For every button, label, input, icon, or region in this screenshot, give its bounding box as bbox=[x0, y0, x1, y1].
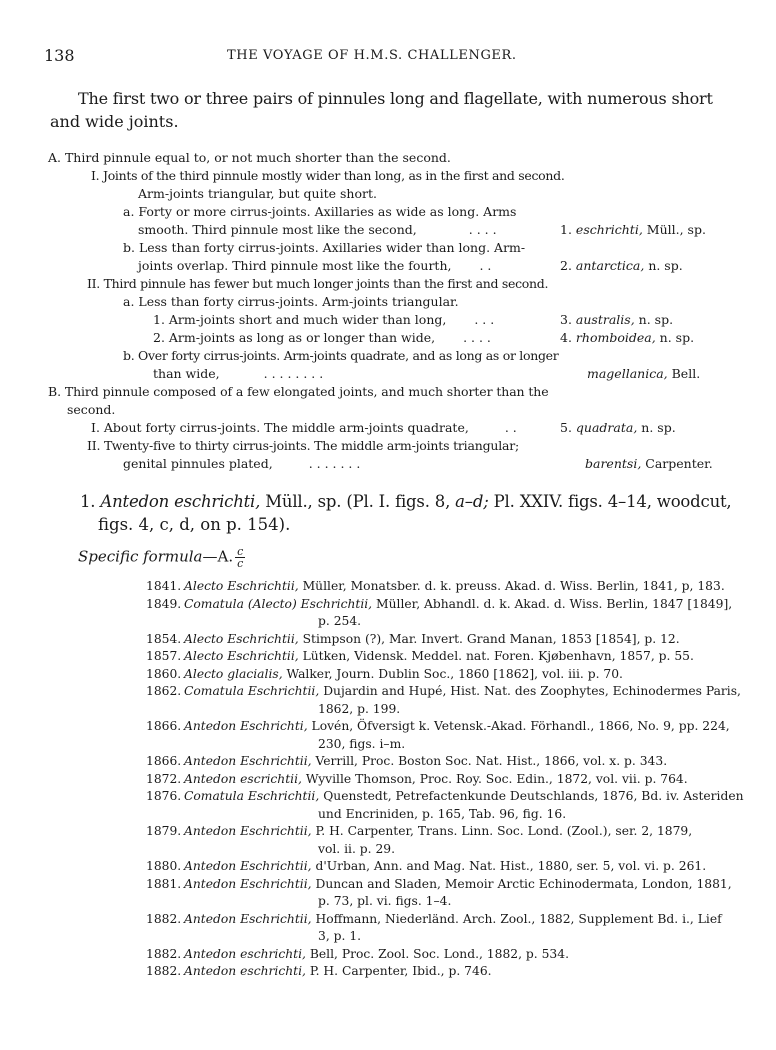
key-I2-result: 5. quadrata, n. sp. bbox=[560, 420, 676, 435]
leader-dots: . . . . bbox=[468, 222, 497, 237]
key-a1-line1: a. Forty or more cirrus-joints. Axillaries as wide as long. Arms bbox=[123, 204, 517, 219]
synonymy-reference: Müller, Abhandl. d. k. Akad. d. Wiss. Berlin, 1847 [1849], bbox=[376, 596, 733, 611]
synonymy-entry bbox=[146, 597, 732, 611]
synonymy-year: 1866. bbox=[146, 754, 182, 768]
key-b1-result: 2. antarctica, n. sp. bbox=[560, 258, 683, 273]
synonymy-continuation: und Encriniden, p. 165, Tab. 96, fig. 16. bbox=[318, 806, 567, 821]
synonymy-entry bbox=[146, 754, 667, 768]
synonymy-continuation: 3, p. 1. bbox=[318, 929, 362, 943]
synonymy-name: Antedon Eschrichtii, bbox=[184, 911, 316, 926]
leader-dots: . . . . . . . . bbox=[263, 366, 324, 381]
synonymy-entry bbox=[146, 684, 741, 698]
synonymy-reference: Bell, Proc. Zool. Soc. Lond., 1882, p. 534. bbox=[309, 946, 569, 961]
synonymy-name: Comatula (Alecto) Eschrichtii, bbox=[184, 596, 377, 611]
synonymy-year: 1849. bbox=[146, 596, 182, 611]
synonymy-year: 1880. bbox=[146, 859, 182, 873]
species-heading-line-1: 1. Antedon eschrichti, Müll., sp. (Pl. I. figs. 8, a–d; Pl. XXIV. figs. 4–14, woodcut, bbox=[80, 492, 732, 511]
synonymy-year: 1860. bbox=[146, 666, 182, 681]
synonymy-name: Alecto glacialis, bbox=[184, 666, 287, 681]
synonymy-year: 1872. bbox=[146, 771, 182, 786]
synonymy-name: Antedon escrichtii, bbox=[184, 771, 306, 786]
synonymy-entry bbox=[146, 772, 688, 786]
synonymy-reference: Hoffmann, Niederländ. Arch. Zool., 1882, Supplement Bd. i., Lief bbox=[315, 911, 722, 926]
intro-line-1: The first two or three pairs of pinnules long and flagellate, with numerous short bbox=[78, 89, 713, 108]
key-II2-line1: II. Twenty-five to thirty cirrus-joints. The middle arm-joints triangular; bbox=[87, 438, 520, 453]
synonymy-name: Antedon Eschrichtii, bbox=[184, 859, 316, 873]
synonymy-reference: Lütken, Vidensk. Meddel. nat. Foren. Kjøbenhavn, 1857, p. 55. bbox=[302, 649, 694, 663]
key-II1: II. Third pinnule has fewer but much longer joints than the first and second. bbox=[87, 276, 549, 291]
synonymy-reference: d'Urban, Ann. and Mag. Nat. Hist., 1880, ser. 5, vol. vi. p. 261. bbox=[315, 859, 707, 873]
synonymy-name: Antedon Eschrichtii, bbox=[184, 876, 316, 891]
key-I2: I. About forty cirrus-joints. The middle arm-joints quadrate, . . bbox=[91, 420, 517, 435]
species-heading-line-2: figs. 4, c, d, on p. 154). bbox=[98, 515, 291, 534]
key-II2-result: barentsi, Carpenter. bbox=[585, 456, 713, 471]
synonymy-entry bbox=[146, 632, 680, 646]
key-B-line2: second. bbox=[67, 402, 116, 417]
synonymy-entry bbox=[146, 824, 692, 838]
synonymy-continuation: p. 254. bbox=[318, 614, 362, 628]
leader-dots: . . . . bbox=[463, 330, 491, 345]
synonymy-year: 1862. bbox=[146, 684, 182, 698]
page-number: 138 bbox=[44, 46, 75, 65]
synonymy-name: Alecto Eschrichtii, bbox=[184, 579, 303, 593]
key-A: A. Third pinnule equal to, or not much shorter than the second. bbox=[48, 150, 451, 165]
key-a2-2-result: 4. rhomboidea, n. sp. bbox=[560, 330, 695, 345]
key-B-line1: B. Third pinnule composed of a few elongated joints, and much shorter than the bbox=[48, 384, 549, 399]
synonymy-year: 1882. bbox=[146, 964, 182, 978]
key-a2-1: 1. Arm-joints short and much wider than long, . . . bbox=[153, 312, 495, 327]
synonymy-name: Antedon Eschrichtii, bbox=[184, 754, 316, 768]
key-a2-1-result: 3. australis, n. sp. bbox=[560, 312, 674, 327]
leader-dots: . . bbox=[504, 420, 517, 435]
synonymy-year: 1854. bbox=[146, 631, 182, 646]
key-a2-2: 2. Arm-joints as long as or longer than wide, . . . . bbox=[153, 330, 491, 345]
key-b1-line2 bbox=[138, 258, 491, 273]
synonymy-reference: Wyville Thomson, Proc. Roy. Soc. Edin., 1872, vol. vii. p. 764. bbox=[305, 771, 688, 786]
synonymy-year: 1857. bbox=[146, 649, 182, 663]
synonymy-entry bbox=[146, 912, 722, 926]
synonymy-entry bbox=[146, 877, 732, 891]
formula-dash: —A. bbox=[202, 547, 234, 566]
synonymy-reference: Lovén, Öfversigt k. Vetensk.-Akad. Förhandl., 1866, No. 9, pp. 224, bbox=[311, 719, 730, 733]
synonymy-year: 1881. bbox=[146, 876, 182, 891]
synonymy-name: Alecto Eschrichtii, bbox=[184, 649, 303, 663]
key-a2: a. Less than forty cirrus-joints. Arm-joints triangular. bbox=[123, 294, 459, 309]
synonymy-year: 1879. bbox=[146, 824, 182, 838]
synonymy-year: 1882. bbox=[146, 946, 182, 961]
synonymy-reference: P. H. Carpenter, Ibid., p. 746. bbox=[309, 964, 492, 978]
key-b2-line2: than wide, . . . . . . . . bbox=[153, 366, 324, 381]
synonymy-reference: Walker, Journ. Dublin Soc., 1860 [1862], vol. iii. p. 70. bbox=[286, 666, 623, 681]
key-a1-result: 1. eschrichti, Müll., sp. bbox=[560, 222, 706, 237]
synonymy-name: Comatula Eschrichtii, bbox=[184, 684, 324, 698]
specific-formula bbox=[78, 546, 245, 569]
synonymy-reference: Dujardin and Hupé, Hist. Nat. des Zoophytes, Echinodermes Paris, bbox=[323, 684, 741, 698]
key-a1-line2 bbox=[138, 222, 497, 237]
synonymy-year: 1841. bbox=[146, 579, 182, 593]
synonymy-name: Antedon Eschrichti, bbox=[184, 719, 312, 733]
synonymy-entry bbox=[146, 667, 623, 681]
synonymy-name: Alecto Eschrichtii, bbox=[184, 631, 303, 646]
synonymy-continuation: p. 73, pl. vi. figs. 1–4. bbox=[318, 894, 452, 908]
key-b1-line1: b. Less than forty cirrus-joints. Axillaries wider than long. Arm- bbox=[123, 240, 526, 255]
synonymy-year: 1882. bbox=[146, 911, 182, 926]
synonymy-entry bbox=[146, 964, 492, 978]
key-I1-line2: Arm-joints triangular, but quite short. bbox=[138, 186, 377, 201]
synonymy-entry bbox=[146, 859, 706, 873]
synonymy-reference: Quenstedt, Petrefactenkunde Deutschlands, 1876, Bd. iv. Asteriden bbox=[323, 789, 744, 803]
synonymy-year: 1876. bbox=[146, 789, 182, 803]
key-I1-line1: I. Joints of the third pinnule mostly wider than long, as in the first and second. bbox=[91, 168, 565, 183]
intro-line-2: and wide joints. bbox=[50, 112, 179, 131]
key-b2-result: magellanica, Bell. bbox=[587, 366, 701, 381]
synonymy-reference: Verrill, Proc. Boston Soc. Nat. Hist., 1866, vol. x. p. 343. bbox=[315, 754, 668, 768]
leader-dots: . . . . . . . bbox=[308, 456, 361, 471]
synonymy-continuation: 230, figs. i–m. bbox=[318, 736, 406, 751]
synonymy-reference: Duncan and Sladen, Memoir Arctic Echinodermata, London, 1881, bbox=[315, 876, 732, 891]
formula-fraction: $\frac{c}{c}$ bbox=[237, 545, 244, 570]
synonymy-name: Antedon eschrichti, bbox=[184, 964, 310, 978]
leader-dots: . . . bbox=[474, 312, 495, 327]
synonymy-entry bbox=[146, 719, 730, 733]
synonymy-reference: Stimpson (?), Mar. Invert. Grand Manan, 1853 [1854], p. 12. bbox=[302, 631, 680, 646]
synonymy-reference: Müller, Monatsber. d. k. preuss. Akad. d. Wiss. Berlin, 1841, p, 183. bbox=[302, 579, 725, 593]
synonymy-continuation: 1862, p. 199. bbox=[318, 701, 401, 716]
formula-label: Specific formula bbox=[78, 547, 203, 566]
synonymy-name: Antedon eschrichti, bbox=[184, 946, 310, 961]
synonymy-year: 1866. bbox=[146, 719, 182, 733]
synonymy-entry bbox=[146, 947, 569, 961]
synonymy-entry bbox=[146, 649, 694, 663]
key-II2-line2: genital pinnules plated, . . . . . . . bbox=[123, 456, 361, 471]
key-b1-text: joints overlap. Third pinnule most like the fourth, bbox=[138, 258, 452, 273]
synonymy-entry bbox=[146, 789, 744, 803]
synonymy-continuation: vol. ii. p. 29. bbox=[318, 841, 396, 856]
key-b2-line1: b. Over forty cirrus-joints. Arm-joints quadrate, and as long as or longer bbox=[123, 348, 559, 363]
synonymy-name: Comatula Eschrichtii, bbox=[184, 789, 324, 803]
key-a1-text: smooth. Third pinnule most like the second, bbox=[138, 222, 417, 237]
synonymy-name: Antedon Eschrichtii, bbox=[184, 824, 316, 838]
leader-dots: . . bbox=[479, 258, 492, 273]
running-title: THE VOYAGE OF H.M.S. CHALLENGER. bbox=[227, 48, 517, 63]
synonymy-reference: P. H. Carpenter, Trans. Linn. Soc. Lond. (Zool.), ser. 2, 1879, bbox=[315, 824, 693, 838]
synonymy-entry bbox=[146, 579, 725, 593]
